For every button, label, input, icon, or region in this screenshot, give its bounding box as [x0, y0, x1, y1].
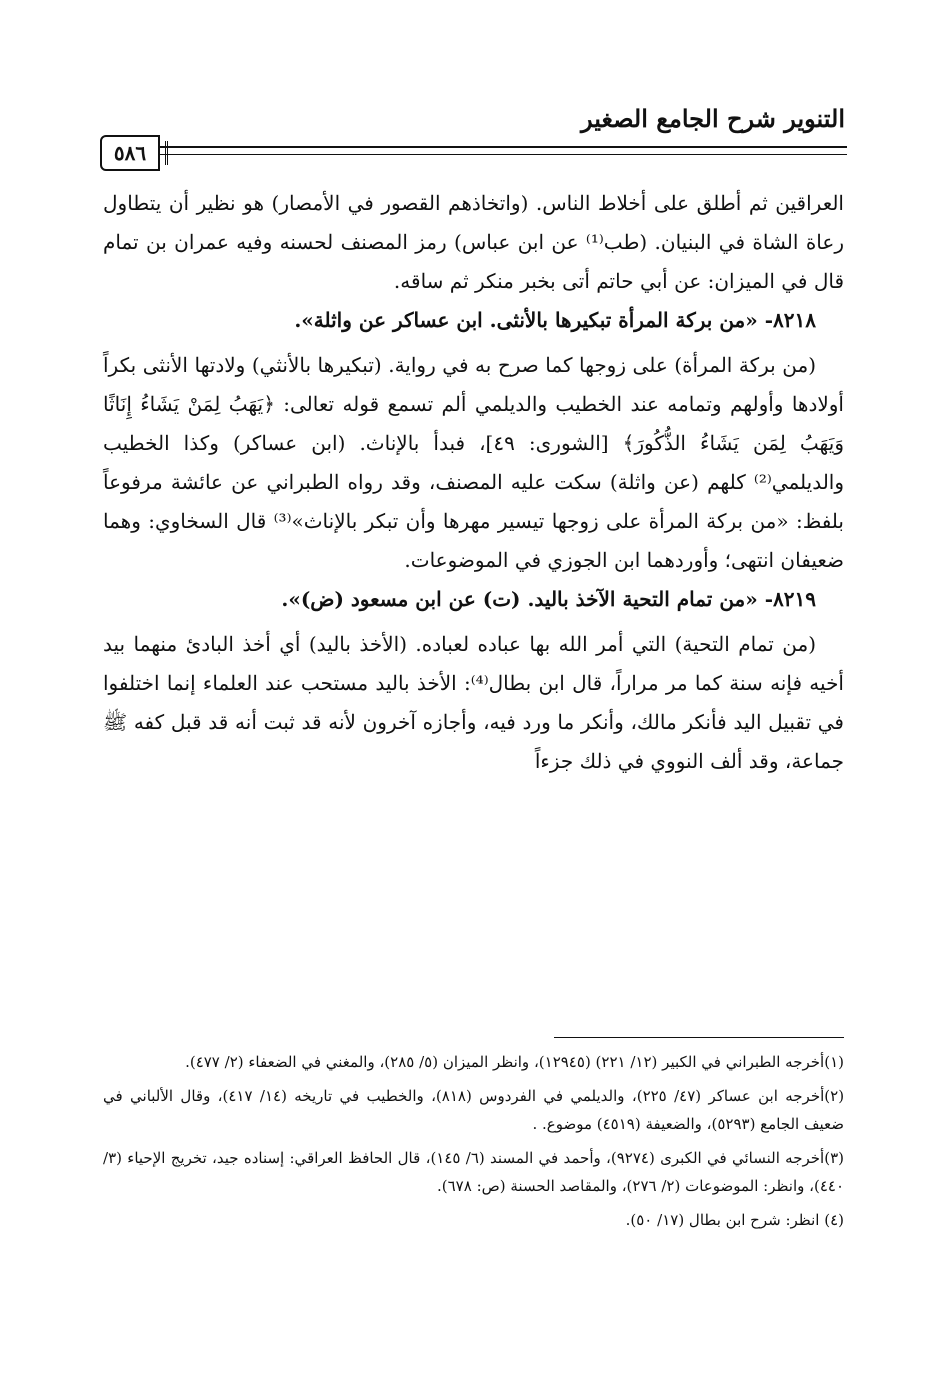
footnote: (٣)أخرجه النسائي في الكبرى (٩٢٧٤)، وأحمد في المسند (٦/ ١٤٥)، قال الحافظ العراقي: إسناده جيد، تخريج الإحياء (٣/ ٤٤٠)، وانظر: الموضوعات (٢/ ٢٧٦)، والمقاصد الحسنة (ص: ٦٧٨). [103, 1149, 844, 1195]
header-rule [160, 146, 847, 155]
paragraph: العراقين ثم أطلق على أخلاط الناس. (واتخاذهم القصور في الأمصار) هو نظير أن يتطاول رعاة الشاة في البنيان. (طب⁽¹⁾ عن ابن عباس) رمز المصنف لحسنه وفيه عمران بن تمام قال في الميزان: عن أبي حاتم أتى بخبر منكر ثم ساقه. [103, 191, 844, 293]
footnotes [103, 1048, 844, 1240]
page-number: ٥٨٦ [100, 135, 160, 171]
main-text [103, 184, 844, 781]
paragraph: (من تمام التحية) التي أمر الله بها عباده لعباده. (الأخذ باليد) أي أخذ البادئ منهما بيد أخيه فإنه سنة كما مر مراراً، قال ابن بطال⁽⁴⁾: الأخذ باليد مستحب عند العلماء إنما اختلفوا في تقبيل اليد فأنكر مالك، وأنكر ما ورد فيه، وأجازه آخرون لأنه قد ثبت أنه قد قبل كفه ﷺ جماعة، وقد ألف النووي في ذلك جزءاً [103, 632, 844, 773]
footnote-rule [554, 1037, 844, 1038]
running-title: التنوير شرح الجامع الصغير [581, 104, 845, 133]
footnote: (٢)أخرجه ابن عساكر (٤٧/ ٢٢٥)، والديلمي في الفردوس (٨١٨)، والخطيب في تاريخه (١٤/ ٤١٧)، وقال الألباني في ضعيف الجامع (٥٢٩٣)، والضعيفة (٤٥١٩) موضوع. . [103, 1087, 845, 1133]
footnote: (٤) انظر: شرح ابن بطال (١٧/ ٥٠). [625, 1211, 844, 1229]
hadith-entry-8218: ٨٢١٨- «من بركة المرأة تبكيرها بالأنثى. ابن عساكر عن واثلة». [294, 308, 816, 332]
footnote: (١)أخرجه الطبراني في الكبير (١٢/ ٢٢١) (١٢٩٤٥)، وانظر الميزان (٥/ ٢٨٥)، والمغني في الضعفاء (٢/ ٤٧٧). [185, 1053, 844, 1071]
hadith-entry-8219: ٨٢١٩- «من تمام التحية الآخذ باليد. (ت) عن ابن مسعود (ض)». [281, 587, 816, 611]
paragraph: (من بركة المرأة) على زوجها كما صرح به في رواية. (تبكيرها بالأنثي) ولادتها الأنثى بكراً أولادها وأولهم وتمامه عند الخطيب والديلمي ألم تسمع قوله تعالى: ﴿يَهَبُ لِمَنْ يَشَاءُ إِنَاثًا وَيَهَبُ لِمَن يَشَاءُ الذُّكُورَ﴾ [الشورى: ٤٩]، فبدأ بالإناث. (ابن عساكر) وكذا الخطيب والديلمي⁽²⁾ كلهم (عن واثلة) سكت عليه المصنف، وقد رواه الطبراني عن عائشة مرفوعاً بلفظ: «من بركة المرأة على زوجها تيسير مهرها وأن تبكر بالإناث»⁽³⁾ قال السخاوي: وهما ضعيفان انتهى؛ وأوردهما ابن الجوزي في الموضوعات. [103, 353, 845, 572]
